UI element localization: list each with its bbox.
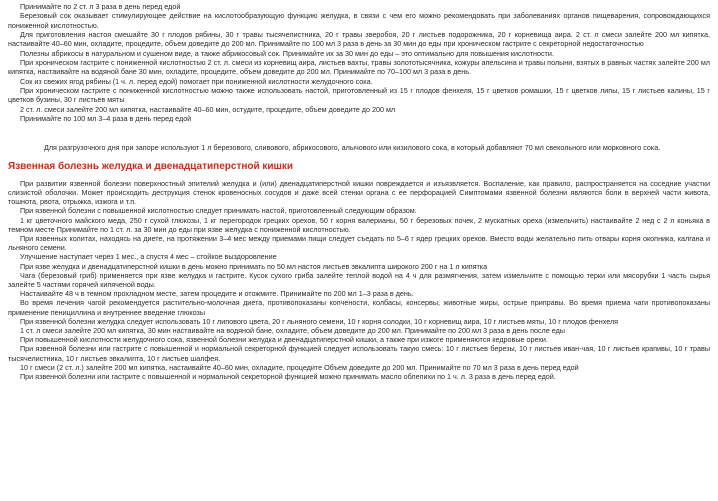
paragraph: 2 ст. л. смеси залейте 200 мл кипятка, настаивайте 40–60 мин, остудите, процедите, объем доведите до 200 мл: [20, 104, 396, 114]
paragraph: При хроническом гастрите с пониженной кислотностью 2 ст. л. смеси из корневищ аира, листьев вахты, травы золототысячника, кожуры апельсина и травы полыни, взятых в равных частях залейте 200 мл кипятка, настаивайте на водяной бане 30 мин, охладите, процедите, объем доведите до 200 мл. Принимайте по 70–100 мл 3 раза в день.: [8, 58, 710, 77]
paragraph: Улучшение наступает через 1 мес., а спустя 4 мес – стойкое выздоровление: [20, 252, 277, 262]
paragraph: Березовый сок оказывает стимулирующее действие на кислотообразующую функцию желудка, в связи с чем его можно рекомендовать при заболеваниях органов пищеварения, сопровождающихся пониженной кислотностью.: [8, 11, 710, 30]
paragraph: При язвенной болезни или гастрите с повышенной и нормальной секреторной функцией следует использовать такую смесь: 10 г листьев березы, 10 г листьев иван-чая, 10 г листьев крапивы, 10 г травы тысячелистника, 10 г листьев эвкалипта, 10 г листьев шалфея.: [8, 344, 710, 363]
fasting-day-note: Для разгрузочного дня при запоре используют 1 л березового, сливового, абрикосового, алычового или кизилового сока, в который добавляют 70 мл свекольного или морковного сока.: [44, 143, 661, 153]
paragraph: 1 ст. л смеси залейте 200 мл кипятка, 30 мин настаивайте на водяной бане, охладите, объем доведите до 200 мл. Принимайте по 200 мл 3 раза в день после еды: [20, 326, 565, 336]
paragraph: Настаивайте 48 ч в темном прохладном месте, затем процедите и отожмите. Принимайте по 200 мл 1–3 раза в день.: [20, 289, 414, 299]
paragraph: Для приготовления настоя смешайте 30 г плодов рябины, 30 г травы тысячелистника, 20 г травы зверобоя, 20 г листьев подорожника, 20 г корневища аира. 2 ст. л смеси залейте 200 мл кипятка, настаивайте 40–60 мин, охладите, процедите, объем доведите до 200 мл. Принимайте по 100 мл 3 раза в день за 30 мин до еды при хроническом гастрите с секреторной недостаточностью: [8, 30, 710, 49]
paragraph: При развитии язвенной болезни поверхностный эпителий желудка и (или) двенадцатиперстной кишки повреждается и изъязвляется. Воспаление, как правило, распространяется на соседние участки слизистой оболочки. Может происходить деструкция стенок кровеносных сосудов и даже всей стенки органа с ее перфорацией Симптомами язвенной болезни являются боли в верхней части живота, тошнота, рвота, отрыжка, изжога и т.п.: [8, 178, 710, 207]
paragraph: Принимайте по 100 мл 3–4 раза в день перед едой: [20, 114, 192, 124]
paragraph: Сок из свежих ягод рябины (1 ч. л. перед едой) помогает при пониженной кислотности желудочного сока.: [20, 76, 373, 86]
spacer: [8, 153, 710, 161]
paragraph: При язвенных колитах, находясь на диете, на протяжении 3–4 мес между приемами пищи следует съедать по 5–6 г ядер грецких орехов. Вместо воды желательно пить отвары корня окопника, калгана и льняного семени.: [8, 234, 710, 253]
paragraph: При повышенной кислотности желудочного сока, язвенной болезни желудка и двенадцатиперстной кишки, а также при изжоге применяются кедровые орехи.: [20, 335, 548, 345]
paragraph: При язвенной болезни желудка следует использовать 10 г липового цвета, 20 г льняного семени, 10 г корня солодки, 10 г корневищ аира, 10 г листьев мяты, 10 г плодов фенхеля: [20, 316, 619, 326]
recipes-block: [8, 2, 710, 123]
paragraph: При язве желудка и двенадцатиперстной кишки в день можно принимать по 50 мл настоя листьев эвкалипта широкого 200 г на 1 л кипятка: [20, 261, 488, 271]
paragraph: Полезны абрикосы в натуральном и сушеном виде, а также абрикосовый сок. Принимайте их за 30 мин до еды – это оптимально для повышения кислотности.: [20, 48, 554, 58]
paragraph: Принимайте по 2 ст. л 3 раза в день перед едой: [20, 2, 181, 11]
paragraph: 10 г смеси (2 ст. л.) залейте 200 мл кипятка, настаивайте 40–60 мин, охладите, процедите Объем доведите до 200 мл. Принимайте по 70 мл 3 раза в день перед едой: [20, 362, 579, 372]
section-heading: Язвенная болезнь желудка и двенадцатиперстной кишки: [8, 160, 294, 172]
paragraph: При язвенной болезни или гастрите с повышенной и нормальной секреторной функцией можно принимать масло облепихи по 1 ч. л. 3 раза в день перед едой.: [20, 372, 556, 382]
ulcer-block: [8, 179, 710, 381]
paragraph: Чага (березовый гриб) применяется при язве желудка и гастрите. Кусок сухого гриба залейте теплой водой на 4 ч для размягчения, затем измельчите с помощью терки или мясорубки 1 часть сырья залейте 5 частями горячей кипяченой воды.: [8, 270, 710, 290]
paragraph: При язвенной болезни с повышенной кислотностью следует принимать настой, приготовленный следующим образом.: [20, 206, 417, 216]
spacer: [8, 123, 710, 143]
paragraph: При хроническом гастрите с пониженной кислотностью можно также использовать настой, приготовленный из 15 г плодов фенхеля, 15 г цветков ромашки, 15 г цветков липы, 15 г листьев калины, 15 г цветков бузины, 30 г листьев мяты: [8, 86, 710, 105]
paragraph: 1 кг цветочного майского меда, 250 г сухой глюкозы, 1 кг перегородок грецких орехов, 50 г корня валерианы, 50 г березовых почек, 2 мускатных ореха (измельчить) настаивайте 2 нед с 2 л коньяка в темном месте Принимайте по 1 ст. л. за 30 мин до еды при язве желудка с пониженной кислотностью.: [8, 215, 710, 234]
paragraph: Во время лечения чагой рекомендуется растительно-молочная диета, противопоказаны копчености, колбасы, консервы, животные жиры, острые приправы. Во время приема чаги противопоказаны применение пенициллина и внутреннее введение глюкозы: [8, 298, 710, 317]
